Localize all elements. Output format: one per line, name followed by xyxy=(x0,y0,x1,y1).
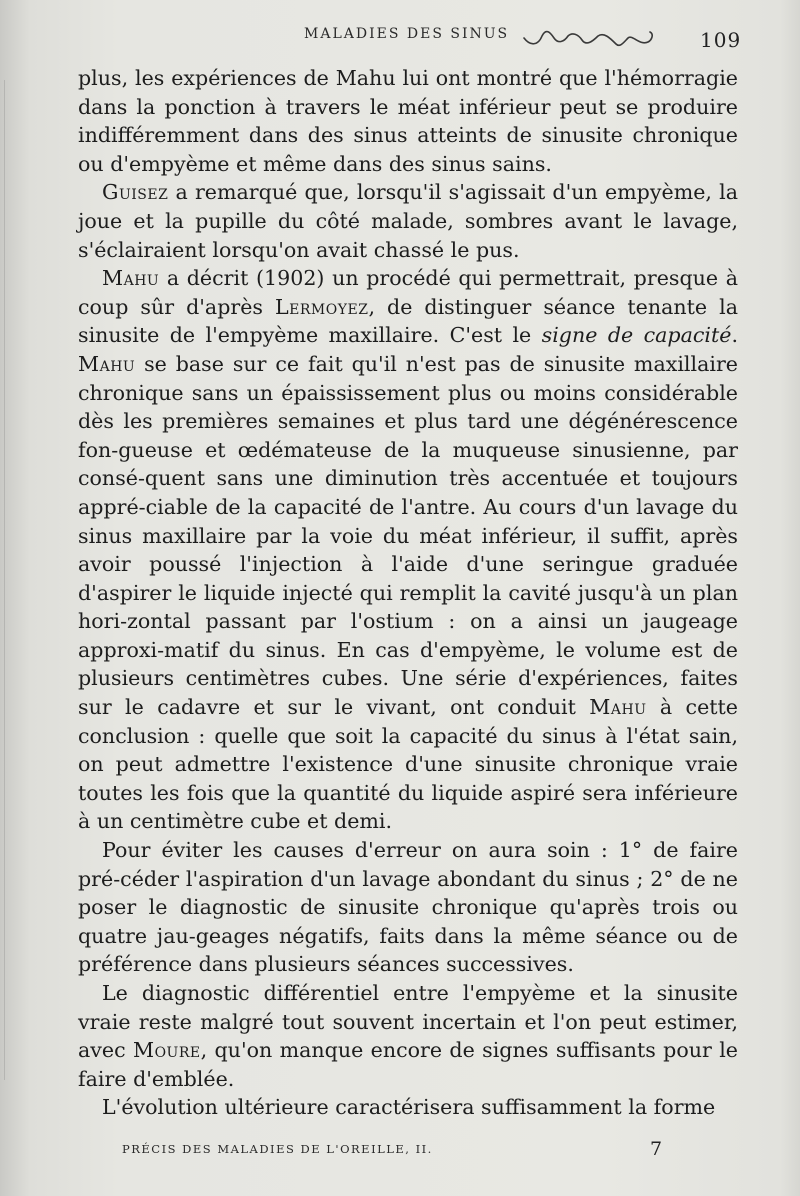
paragraph-5 xyxy=(78,979,738,1093)
page-number: 109 xyxy=(700,28,742,52)
paragraph-3-text-d: se base sur ce fait qu'il n'est pas de sinusite maxillaire chronique sans un épaississement plus ou moins considérable dès les premières semaines et plus tard une dégénérescence fon-gueuse et œdémateuse de la muqueuse sinusienne, par consé-quent sans une diminution très accentuée et toujours appré-ciable de la capacité de l'antre. Au cours d'un lavage du sinus maxillaire par la voie du méat inférieur, il suffit, après avoir poussé l'injection à l'aide d'une seringue graduée d'aspirer le liquide injecté qui remplit la cavité jusqu'à un plan hori-zontal passant par l'ostium : on a ainsi un jaugeage approxi-matif du sinus. En cas d'empyème, le volume est de plusieurs centimètres cubes. Une série d'expériences, faites sur le cadavre et sur le vivant, ont conduit xyxy=(78,351,738,720)
paragraph-5-text-b: , qu'on manque encore de signes suffisants pour le faire d'emblée. xyxy=(78,1038,738,1091)
paragraph-2-text: a remarqué que, lorsqu'il s'agissait d'un empyème, la joue et la pupille du côté malade, sombres avant le lavage, s'éclairaient lorsqu'on avait chassé le pus. xyxy=(78,180,738,262)
author-guisez: Guisez xyxy=(102,180,169,205)
paragraph-3 xyxy=(78,264,738,836)
paragraph-3-text-c: . xyxy=(731,323,738,348)
paragraph-1: plus, les expériences de Mahu lui ont montré que l'hémorragie dans la ponction à travers le méat inférieur peut se produire indifféremment dans des sinus atteints de sinusite chronique ou d'empyème et même dans des sinus sains. xyxy=(78,66,738,176)
book-title-signature: PRÉCIS DES MALADIES DE L'OREILLE, II. xyxy=(122,1142,433,1156)
running-head-title: MALADIES DES SINUS xyxy=(304,26,510,42)
paragraph-6: L'évolution ultérieure caractérisera suffisamment la forme xyxy=(102,1095,716,1120)
author-mahu: Mahu xyxy=(102,266,160,291)
signature-mark: 7 xyxy=(650,1138,663,1160)
author-moure: Moure xyxy=(132,1038,201,1063)
running-head xyxy=(0,22,800,58)
page-edge-shadow xyxy=(4,80,15,1080)
paragraph-5-text-a: Le diagnostic différentiel entre l'empyème et la sinusite vraie reste malgré tout souvent incertain et l'on peut estimer, avec xyxy=(78,981,738,1063)
author-mahu: Mahu xyxy=(78,351,136,376)
author-mahu: Mahu xyxy=(589,695,647,720)
paragraph-2 xyxy=(78,178,738,264)
author-lermoyez: Lermoyez xyxy=(275,294,369,319)
paragraph-3-text-b: , de distinguer séance tenante la sinusite de l'empyème maxillaire. C'est le xyxy=(78,294,738,348)
paragraph-3-text-a: a décrit (1902) un procédé qui permettrait, presque à coup sûr d'après xyxy=(78,266,738,319)
paragraph-3-text-e: à cette conclusion : quelle que soit la capacité du sinus à l'état sain, on peut admettre l'existence d'une sinusite chronique vraie toutes les fois que la quantité du liquide aspiré sera inférieure à un centimètre cube et demi. xyxy=(78,695,738,834)
term-signe-de-capacite: signe de capacité xyxy=(541,323,732,348)
page-footer xyxy=(0,1138,800,1168)
paragraph-4: Pour éviter les causes d'erreur on aura soin : 1° de faire pré-céder l'aspiration d'un lavage abondant du sinus ; 2° de ne poser le diagnostic de sinusite chronique qu'après trois ou quatre jau-geages négatifs, faits dans la même séance ou de préférence dans plusieurs séances successives. xyxy=(78,838,738,977)
body-text xyxy=(78,64,738,1122)
handwritten-scribble xyxy=(520,24,660,52)
